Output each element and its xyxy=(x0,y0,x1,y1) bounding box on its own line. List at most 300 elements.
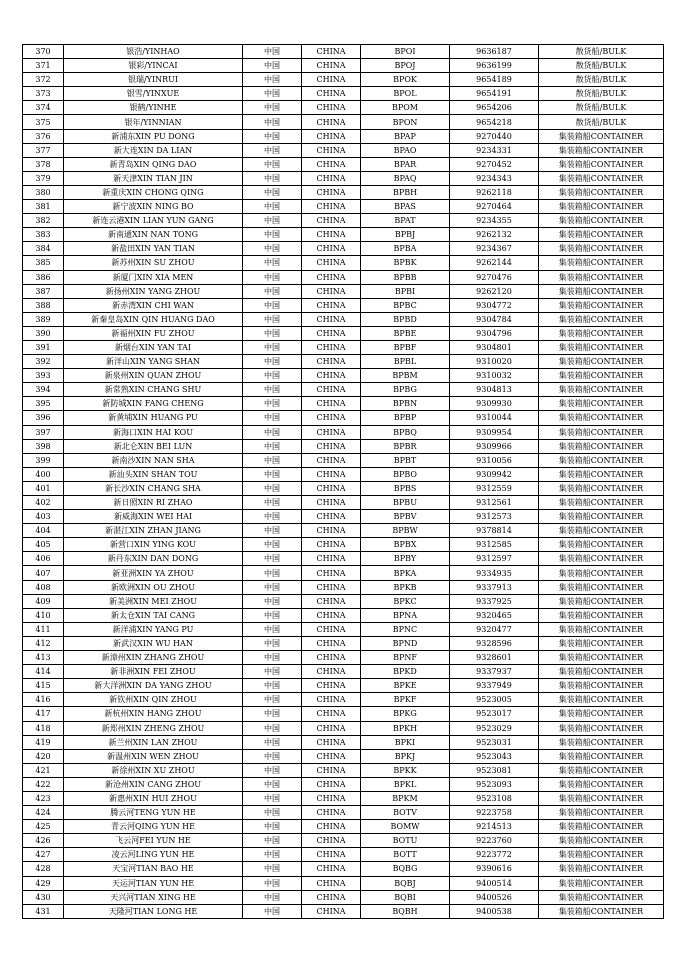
imo-number-cell: 9523093 xyxy=(450,777,539,791)
country-cn-cell: 中国 xyxy=(243,735,302,749)
row-number-cell: 377 xyxy=(23,143,64,157)
country-en-cell: CHINA xyxy=(302,397,361,411)
row-number-cell: 417 xyxy=(23,707,64,721)
country-cn-cell: 中国 xyxy=(243,890,302,904)
row-number-cell: 431 xyxy=(23,904,64,918)
row-number-cell: 407 xyxy=(23,566,64,580)
country-en-cell: CHINA xyxy=(302,552,361,566)
call-sign-cell: BPKH xyxy=(361,721,450,735)
call-sign-cell: BPBV xyxy=(361,510,450,524)
row-number-cell: 420 xyxy=(23,749,64,763)
table-row xyxy=(23,862,664,876)
country-cn-cell: 中国 xyxy=(243,820,302,834)
ship-type-cell: 集装箱船CONTAINER xyxy=(539,876,664,890)
imo-number-cell: 9636199 xyxy=(450,59,539,73)
ship-type-cell: 集装箱船CONTAINER xyxy=(539,679,664,693)
country-cn-cell: 中国 xyxy=(243,608,302,622)
country-en-cell: CHINA xyxy=(302,820,361,834)
table-row xyxy=(23,45,664,59)
country-cn-cell: 中国 xyxy=(243,45,302,59)
ship-type-cell: 集装箱船CONTAINER xyxy=(539,636,664,650)
call-sign-cell: BPOL xyxy=(361,87,450,101)
imo-number-cell: 9334935 xyxy=(450,566,539,580)
ship-type-cell: 集装箱船CONTAINER xyxy=(539,651,664,665)
table-row xyxy=(23,242,664,256)
call-sign-cell: BPBU xyxy=(361,496,450,510)
table-row xyxy=(23,594,664,608)
row-number-cell: 376 xyxy=(23,129,64,143)
imo-number-cell: 9523081 xyxy=(450,763,539,777)
table-row xyxy=(23,425,664,439)
country-en-cell: CHINA xyxy=(302,411,361,425)
table-row xyxy=(23,524,664,538)
country-cn-cell: 中国 xyxy=(243,651,302,665)
row-number-cell: 413 xyxy=(23,651,64,665)
ship-type-cell: 集装箱船CONTAINER xyxy=(539,707,664,721)
country-cn-cell: 中国 xyxy=(243,580,302,594)
ship-type-cell: 集装箱船CONTAINER xyxy=(539,608,664,622)
row-number-cell: 402 xyxy=(23,496,64,510)
country-cn-cell: 中国 xyxy=(243,59,302,73)
call-sign-cell: BQBI xyxy=(361,890,450,904)
call-sign-cell: BPBA xyxy=(361,242,450,256)
country-cn-cell: 中国 xyxy=(243,87,302,101)
row-number-cell: 426 xyxy=(23,834,64,848)
table-row xyxy=(23,185,664,199)
call-sign-cell: BPBC xyxy=(361,298,450,312)
ship-type-cell: 集装箱船CONTAINER xyxy=(539,369,664,383)
ship-name-cell: 新苏州XIN SU ZHOU xyxy=(64,256,243,270)
imo-number-cell: 9304813 xyxy=(450,383,539,397)
ship-type-cell: 集装箱船CONTAINER xyxy=(539,425,664,439)
table-row xyxy=(23,693,664,707)
table-row xyxy=(23,636,664,650)
ship-type-cell: 集装箱船CONTAINER xyxy=(539,749,664,763)
ship-name-cell: 天兴河TIAN XING HE xyxy=(64,890,243,904)
table-row xyxy=(23,143,664,157)
country-en-cell: CHINA xyxy=(302,721,361,735)
table-row xyxy=(23,467,664,481)
call-sign-cell: BPAP xyxy=(361,129,450,143)
row-number-cell: 370 xyxy=(23,45,64,59)
ship-type-cell: 集装箱船CONTAINER xyxy=(539,200,664,214)
imo-number-cell: 9337949 xyxy=(450,679,539,693)
country-cn-cell: 中国 xyxy=(243,397,302,411)
call-sign-cell: BPOJ xyxy=(361,59,450,73)
call-sign-cell: BPAQ xyxy=(361,171,450,185)
country-cn-cell: 中国 xyxy=(243,904,302,918)
country-cn-cell: 中国 xyxy=(243,340,302,354)
ship-type-cell: 集装箱船CONTAINER xyxy=(539,340,664,354)
ship-name-cell: 新福州XIN FU ZHOU xyxy=(64,326,243,340)
ship-type-cell: 集装箱船CONTAINER xyxy=(539,806,664,820)
ship-type-cell: 集装箱船CONTAINER xyxy=(539,622,664,636)
country-cn-cell: 中国 xyxy=(243,538,302,552)
country-en-cell: CHINA xyxy=(302,608,361,622)
imo-number-cell: 9312573 xyxy=(450,510,539,524)
ship-name-cell: 银雪/YINXUE xyxy=(64,87,243,101)
table-row xyxy=(23,129,664,143)
country-en-cell: CHINA xyxy=(302,45,361,59)
country-en-cell: CHINA xyxy=(302,510,361,524)
ship-type-cell: 集装箱船CONTAINER xyxy=(539,904,664,918)
ship-name-cell: 新常熟XIN CHANG SHU xyxy=(64,383,243,397)
table-row xyxy=(23,481,664,495)
ship-type-cell: 散货船/BULK xyxy=(539,59,664,73)
country-cn-cell: 中国 xyxy=(243,73,302,87)
ship-type-cell: 散货船/BULK xyxy=(539,101,664,115)
row-number-cell: 430 xyxy=(23,890,64,904)
ship-type-cell: 集装箱船CONTAINER xyxy=(539,510,664,524)
call-sign-cell: BPKC xyxy=(361,594,450,608)
ship-name-cell: 新浦东XIN PU DONG xyxy=(64,129,243,143)
imo-number-cell: 9304772 xyxy=(450,298,539,312)
ship-type-cell: 集装箱船CONTAINER xyxy=(539,453,664,467)
country-cn-cell: 中国 xyxy=(243,679,302,693)
ship-name-cell: 新秦皇岛XIN QIN HUANG DAO xyxy=(64,312,243,326)
ship-type-cell: 散货船/BULK xyxy=(539,87,664,101)
row-number-cell: 411 xyxy=(23,622,64,636)
country-en-cell: CHINA xyxy=(302,636,361,650)
ship-name-cell: 天隆河TIAN LONG HE xyxy=(64,904,243,918)
ship-name-cell: 新宁波XIN NING BO xyxy=(64,200,243,214)
country-cn-cell: 中国 xyxy=(243,777,302,791)
ship-type-cell: 集装箱船CONTAINER xyxy=(539,777,664,791)
ship-name-cell: 新丹东XIN DAN DONG xyxy=(64,552,243,566)
imo-number-cell: 9320477 xyxy=(450,622,539,636)
call-sign-cell: BPBE xyxy=(361,326,450,340)
table-row xyxy=(23,777,664,791)
row-number-cell: 408 xyxy=(23,580,64,594)
ship-name-cell: 新防城XIN FANG CHENG xyxy=(64,397,243,411)
country-en-cell: CHINA xyxy=(302,580,361,594)
row-number-cell: 425 xyxy=(23,820,64,834)
country-cn-cell: 中国 xyxy=(243,848,302,862)
call-sign-cell: BPBQ xyxy=(361,425,450,439)
country-cn-cell: 中国 xyxy=(243,763,302,777)
country-cn-cell: 中国 xyxy=(243,157,302,171)
call-sign-cell: BPBW xyxy=(361,524,450,538)
country-en-cell: CHINA xyxy=(302,749,361,763)
call-sign-cell: BPBI xyxy=(361,284,450,298)
ship-registry-body xyxy=(23,45,664,919)
imo-number-cell: 9312559 xyxy=(450,481,539,495)
row-number-cell: 415 xyxy=(23,679,64,693)
call-sign-cell: BPKD xyxy=(361,665,450,679)
table-row xyxy=(23,312,664,326)
imo-number-cell: 9390616 xyxy=(450,862,539,876)
imo-number-cell: 9312585 xyxy=(450,538,539,552)
ship-name-cell: 新徐州XIN XU ZHOU xyxy=(64,763,243,777)
ship-type-cell: 集装箱船CONTAINER xyxy=(539,820,664,834)
country-en-cell: CHINA xyxy=(302,876,361,890)
row-number-cell: 381 xyxy=(23,200,64,214)
row-number-cell: 380 xyxy=(23,185,64,199)
call-sign-cell: BPKM xyxy=(361,791,450,805)
call-sign-cell: BPBP xyxy=(361,411,450,425)
call-sign-cell: BPBM xyxy=(361,369,450,383)
country-cn-cell: 中国 xyxy=(243,749,302,763)
imo-number-cell: 9214513 xyxy=(450,820,539,834)
row-number-cell: 404 xyxy=(23,524,64,538)
country-en-cell: CHINA xyxy=(302,242,361,256)
ship-name-cell: 新湛江XIN ZHAN JIANG xyxy=(64,524,243,538)
ship-name-cell: 新扬州XIN YANG ZHOU xyxy=(64,284,243,298)
imo-number-cell: 9310056 xyxy=(450,453,539,467)
table-row xyxy=(23,87,664,101)
ship-name-cell: 飞云河FEI YUN HE xyxy=(64,834,243,848)
ship-name-cell: 新烟台XIN YAN TAI xyxy=(64,340,243,354)
call-sign-cell: BPBH xyxy=(361,185,450,199)
ship-type-cell: 集装箱船CONTAINER xyxy=(539,143,664,157)
call-sign-cell: BPBB xyxy=(361,270,450,284)
imo-number-cell: 9309930 xyxy=(450,397,539,411)
ship-name-cell: 新大连XIN DA LIAN xyxy=(64,143,243,157)
imo-number-cell: 9270452 xyxy=(450,157,539,171)
row-number-cell: 374 xyxy=(23,101,64,115)
row-number-cell: 409 xyxy=(23,594,64,608)
country-cn-cell: 中国 xyxy=(243,524,302,538)
country-en-cell: CHINA xyxy=(302,538,361,552)
ship-name-cell: 新黄埔XIN HUANG PU xyxy=(64,411,243,425)
country-cn-cell: 中国 xyxy=(243,326,302,340)
country-cn-cell: 中国 xyxy=(243,383,302,397)
table-row xyxy=(23,453,664,467)
country-cn-cell: 中国 xyxy=(243,665,302,679)
ship-name-cell: 新美洲XIN MEI ZHOU xyxy=(64,594,243,608)
row-number-cell: 378 xyxy=(23,157,64,171)
ship-type-cell: 散货船/BULK xyxy=(539,45,664,59)
imo-number-cell: 9310032 xyxy=(450,369,539,383)
table-row xyxy=(23,707,664,721)
table-row xyxy=(23,171,664,185)
table-row xyxy=(23,73,664,87)
row-number-cell: 422 xyxy=(23,777,64,791)
ship-name-cell: 银浩/YINHAO xyxy=(64,45,243,59)
table-row xyxy=(23,284,664,298)
table-row xyxy=(23,580,664,594)
row-number-cell: 403 xyxy=(23,510,64,524)
ship-name-cell: 凌云河LING YUN HE xyxy=(64,848,243,862)
imo-number-cell: 9234343 xyxy=(450,171,539,185)
ship-name-cell: 新太仓XIN TAI CANG xyxy=(64,608,243,622)
country-cn-cell: 中国 xyxy=(243,228,302,242)
country-en-cell: CHINA xyxy=(302,59,361,73)
table-row xyxy=(23,566,664,580)
table-row xyxy=(23,552,664,566)
country-en-cell: CHINA xyxy=(302,185,361,199)
ship-type-cell: 集装箱船CONTAINER xyxy=(539,411,664,425)
country-cn-cell: 中国 xyxy=(243,806,302,820)
call-sign-cell: BPBD xyxy=(361,312,450,326)
table-row xyxy=(23,890,664,904)
ship-type-cell: 集装箱船CONTAINER xyxy=(539,496,664,510)
imo-number-cell: 9234367 xyxy=(450,242,539,256)
row-number-cell: 392 xyxy=(23,355,64,369)
country-en-cell: CHINA xyxy=(302,467,361,481)
row-number-cell: 373 xyxy=(23,87,64,101)
ship-type-cell: 散货船/BULK xyxy=(539,73,664,87)
ship-name-cell: 新青岛XIN QING DAO xyxy=(64,157,243,171)
ship-name-cell: 新漳州XIN ZHANG ZHOU xyxy=(64,651,243,665)
ship-name-cell: 新汕头XIN SHAN TOU xyxy=(64,467,243,481)
ship-type-cell: 集装箱船CONTAINER xyxy=(539,665,664,679)
call-sign-cell: BPNA xyxy=(361,608,450,622)
call-sign-cell: BPOM xyxy=(361,101,450,115)
imo-number-cell: 9234355 xyxy=(450,214,539,228)
country-cn-cell: 中国 xyxy=(243,129,302,143)
table-row xyxy=(23,369,664,383)
table-row xyxy=(23,763,664,777)
row-number-cell: 391 xyxy=(23,340,64,354)
imo-number-cell: 9304801 xyxy=(450,340,539,354)
ship-type-cell: 集装箱船CONTAINER xyxy=(539,284,664,298)
table-row xyxy=(23,820,664,834)
country-en-cell: CHINA xyxy=(302,890,361,904)
table-row xyxy=(23,59,664,73)
row-number-cell: 421 xyxy=(23,763,64,777)
row-number-cell: 385 xyxy=(23,256,64,270)
imo-number-cell: 9636187 xyxy=(450,45,539,59)
ship-name-cell: 银瑞/YINRUI xyxy=(64,73,243,87)
table-row xyxy=(23,200,664,214)
country-en-cell: CHINA xyxy=(302,171,361,185)
call-sign-cell: BQBJ xyxy=(361,876,450,890)
imo-number-cell: 9337913 xyxy=(450,580,539,594)
imo-number-cell: 9378814 xyxy=(450,524,539,538)
imo-number-cell: 9523108 xyxy=(450,791,539,805)
call-sign-cell: BPBT xyxy=(361,453,450,467)
table-row xyxy=(23,834,664,848)
imo-number-cell: 9654206 xyxy=(450,101,539,115)
ship-type-cell: 集装箱船CONTAINER xyxy=(539,763,664,777)
ship-name-cell: 新洋山XIN YANG SHAN xyxy=(64,355,243,369)
country-en-cell: CHINA xyxy=(302,791,361,805)
table-row xyxy=(23,848,664,862)
country-en-cell: CHINA xyxy=(302,679,361,693)
ship-name-cell: 新欧洲XIN OU ZHOU xyxy=(64,580,243,594)
ship-name-cell: 青云河QING YUN HE xyxy=(64,820,243,834)
country-en-cell: CHINA xyxy=(302,763,361,777)
country-cn-cell: 中国 xyxy=(243,707,302,721)
ship-name-cell: 银鹤/YINHE xyxy=(64,101,243,115)
country-en-cell: CHINA xyxy=(302,848,361,862)
country-en-cell: CHINA xyxy=(302,524,361,538)
ship-type-cell: 集装箱船CONTAINER xyxy=(539,467,664,481)
table-row xyxy=(23,411,664,425)
table-row xyxy=(23,383,664,397)
call-sign-cell: BPKK xyxy=(361,763,450,777)
country-en-cell: CHINA xyxy=(302,707,361,721)
table-row xyxy=(23,214,664,228)
country-cn-cell: 中国 xyxy=(243,115,302,129)
call-sign-cell: BPKL xyxy=(361,777,450,791)
row-number-cell: 397 xyxy=(23,425,64,439)
ship-type-cell: 集装箱船CONTAINER xyxy=(539,439,664,453)
ship-type-cell: 集装箱船CONTAINER xyxy=(539,326,664,340)
table-row xyxy=(23,749,664,763)
row-number-cell: 375 xyxy=(23,115,64,129)
country-en-cell: CHINA xyxy=(302,735,361,749)
row-number-cell: 423 xyxy=(23,791,64,805)
row-number-cell: 416 xyxy=(23,693,64,707)
row-number-cell: 398 xyxy=(23,439,64,453)
call-sign-cell: BPKA xyxy=(361,566,450,580)
imo-number-cell: 9309942 xyxy=(450,467,539,481)
call-sign-cell: BPBJ xyxy=(361,228,450,242)
row-number-cell: 393 xyxy=(23,369,64,383)
country-en-cell: CHINA xyxy=(302,298,361,312)
row-number-cell: 389 xyxy=(23,312,64,326)
country-en-cell: CHINA xyxy=(302,87,361,101)
call-sign-cell: BPKI xyxy=(361,735,450,749)
ship-name-cell: 新赤湾XIN CHI WAN xyxy=(64,298,243,312)
ship-name-cell: 新惠州XIN HUI ZHOU xyxy=(64,791,243,805)
ship-name-cell: 新威海XIN WEI HAI xyxy=(64,510,243,524)
call-sign-cell: BOMW xyxy=(361,820,450,834)
country-en-cell: CHINA xyxy=(302,340,361,354)
country-cn-cell: 中国 xyxy=(243,312,302,326)
call-sign-cell: BPBF xyxy=(361,340,450,354)
country-cn-cell: 中国 xyxy=(243,481,302,495)
country-cn-cell: 中国 xyxy=(243,439,302,453)
country-en-cell: CHINA xyxy=(302,312,361,326)
ship-type-cell: 集装箱船CONTAINER xyxy=(539,383,664,397)
ship-type-cell: 集装箱船CONTAINER xyxy=(539,228,664,242)
imo-number-cell: 9523005 xyxy=(450,693,539,707)
country-en-cell: CHINA xyxy=(302,355,361,369)
country-cn-cell: 中国 xyxy=(243,862,302,876)
country-cn-cell: 中国 xyxy=(243,242,302,256)
row-number-cell: 379 xyxy=(23,171,64,185)
country-en-cell: CHINA xyxy=(302,693,361,707)
call-sign-cell: BPKF xyxy=(361,693,450,707)
table-row xyxy=(23,665,664,679)
row-number-cell: 384 xyxy=(23,242,64,256)
country-en-cell: CHINA xyxy=(302,129,361,143)
ship-registry-table xyxy=(22,44,664,919)
ship-type-cell: 散货船/BULK xyxy=(539,115,664,129)
country-en-cell: CHINA xyxy=(302,101,361,115)
ship-name-cell: 新洋浦XIN YANG PU xyxy=(64,622,243,636)
country-cn-cell: 中国 xyxy=(243,636,302,650)
ship-type-cell: 集装箱船CONTAINER xyxy=(539,566,664,580)
country-en-cell: CHINA xyxy=(302,453,361,467)
ship-name-cell: 新厦门XIN XIA MEN xyxy=(64,270,243,284)
ship-name-cell: 银彩/YINCAI xyxy=(64,59,243,73)
ship-type-cell: 集装箱船CONTAINER xyxy=(539,397,664,411)
table-row xyxy=(23,340,664,354)
ship-type-cell: 集装箱船CONTAINER xyxy=(539,481,664,495)
row-number-cell: 372 xyxy=(23,73,64,87)
row-number-cell: 400 xyxy=(23,467,64,481)
country-cn-cell: 中国 xyxy=(243,214,302,228)
country-en-cell: CHINA xyxy=(302,622,361,636)
ship-name-cell: 新日照XIN RI ZHAO xyxy=(64,496,243,510)
row-number-cell: 396 xyxy=(23,411,64,425)
call-sign-cell: BQBH xyxy=(361,904,450,918)
imo-number-cell: 9262132 xyxy=(450,228,539,242)
ship-type-cell: 集装箱船CONTAINER xyxy=(539,862,664,876)
imo-number-cell: 9312561 xyxy=(450,496,539,510)
country-cn-cell: 中国 xyxy=(243,791,302,805)
ship-type-cell: 集装箱船CONTAINER xyxy=(539,693,664,707)
country-cn-cell: 中国 xyxy=(243,834,302,848)
call-sign-cell: BPBX xyxy=(361,538,450,552)
call-sign-cell: BPOI xyxy=(361,45,450,59)
table-row xyxy=(23,791,664,805)
ship-name-cell: 新南沙XIN NAN SHA xyxy=(64,453,243,467)
